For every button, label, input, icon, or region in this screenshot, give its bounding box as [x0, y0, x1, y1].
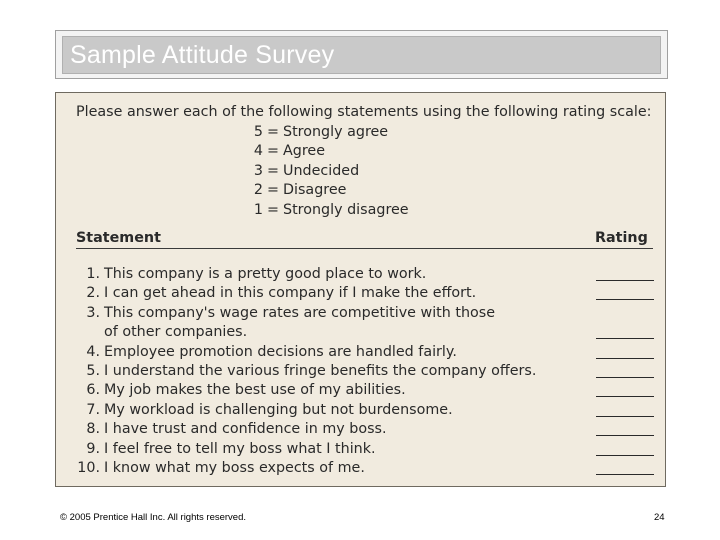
rating-blank[interactable] — [596, 455, 654, 456]
item-number: 2. — [86, 285, 100, 302]
scale-row: 2 = Disagree — [251, 181, 409, 200]
page-number: 24 — [654, 512, 665, 523]
item-text: I understand the various fringe benefits the company offers. — [104, 363, 537, 379]
survey-intro: Please answer each of the following statements using the following rating scale: — [76, 104, 652, 120]
item-text: I feel free to tell my boss what I think. — [104, 440, 376, 457]
scale-label: Strongly disagree — [283, 201, 409, 218]
scale-value: 1 — [253, 201, 263, 218]
item-number: 3. — [86, 304, 100, 321]
item-text: My workload is challenging but not burdensome. — [104, 401, 453, 418]
item-number: 5. — [86, 363, 100, 379]
rating-blank[interactable] — [596, 416, 654, 417]
survey-item — [76, 362, 653, 381]
survey-item — [76, 284, 653, 303]
item-number: 7. — [86, 401, 100, 418]
rating-scale — [251, 123, 409, 220]
item-text: This company's wage rates are competitive with those — [104, 304, 496, 321]
item-number: 4. — [86, 343, 100, 360]
copyright-footer: © 2005 Prentice Hall Inc. All rights reserved. — [60, 512, 247, 523]
rating-blank[interactable] — [596, 396, 654, 397]
survey-item — [76, 401, 653, 420]
survey-item — [76, 440, 653, 459]
scale-label: Agree — [283, 143, 326, 160]
rating-blank[interactable] — [596, 280, 654, 281]
rating-blank[interactable] — [596, 474, 654, 475]
scale-label: Disagree — [283, 182, 347, 199]
survey-item — [76, 304, 653, 323]
survey-item — [76, 420, 653, 439]
scale-value: 5 — [253, 124, 263, 140]
survey-item — [76, 381, 653, 400]
item-text: This company is a pretty good place to work. — [104, 266, 427, 282]
slide-title: Sample Attitude Survey — [70, 41, 335, 69]
rating-blank[interactable] — [596, 299, 654, 300]
survey-item — [76, 265, 653, 284]
item-number: 9. — [86, 440, 100, 457]
title-box — [55, 30, 668, 79]
scale-row: 4 = Agree — [251, 142, 409, 161]
rating-blank[interactable] — [596, 435, 654, 436]
item-text: of other companies. — [104, 324, 248, 341]
rating-blank[interactable] — [596, 338, 654, 339]
rating-blank[interactable] — [596, 358, 654, 359]
item-number: 10. — [77, 460, 100, 476]
statement-header: Statement — [76, 230, 161, 246]
item-text: I have trust and confidence in my boss. — [104, 421, 387, 438]
item-text: I know what my boss expects of me. — [104, 460, 365, 476]
scale-row: 3 = Undecided — [251, 162, 409, 181]
rating-header: Rating — [595, 230, 648, 246]
survey-item — [76, 459, 653, 478]
survey-item — [76, 343, 653, 362]
scale-value: 2 — [253, 182, 263, 199]
scale-value: 3 — [253, 162, 263, 179]
survey-image — [55, 92, 666, 487]
scale-label: Strongly agree — [283, 124, 389, 140]
scale-value: 4 — [253, 143, 263, 160]
survey-item-continued — [76, 323, 653, 342]
item-text: My job makes the best use of my abilities. — [104, 382, 406, 399]
item-number: 6. — [86, 382, 100, 399]
scale-label: Undecided — [283, 162, 360, 179]
item-number: 1. — [86, 266, 100, 282]
title-banner — [62, 36, 661, 74]
header-divider — [76, 248, 653, 249]
scale-row: 1 = Strongly disagree — [251, 201, 409, 220]
item-number: 8. — [86, 421, 100, 438]
item-text: I can get ahead in this company if I make the effort. — [104, 285, 477, 302]
rating-blank[interactable] — [596, 377, 654, 378]
item-text: Employee promotion decisions are handled fairly. — [104, 343, 457, 360]
scale-row: 5 = Strongly agree — [251, 123, 409, 142]
